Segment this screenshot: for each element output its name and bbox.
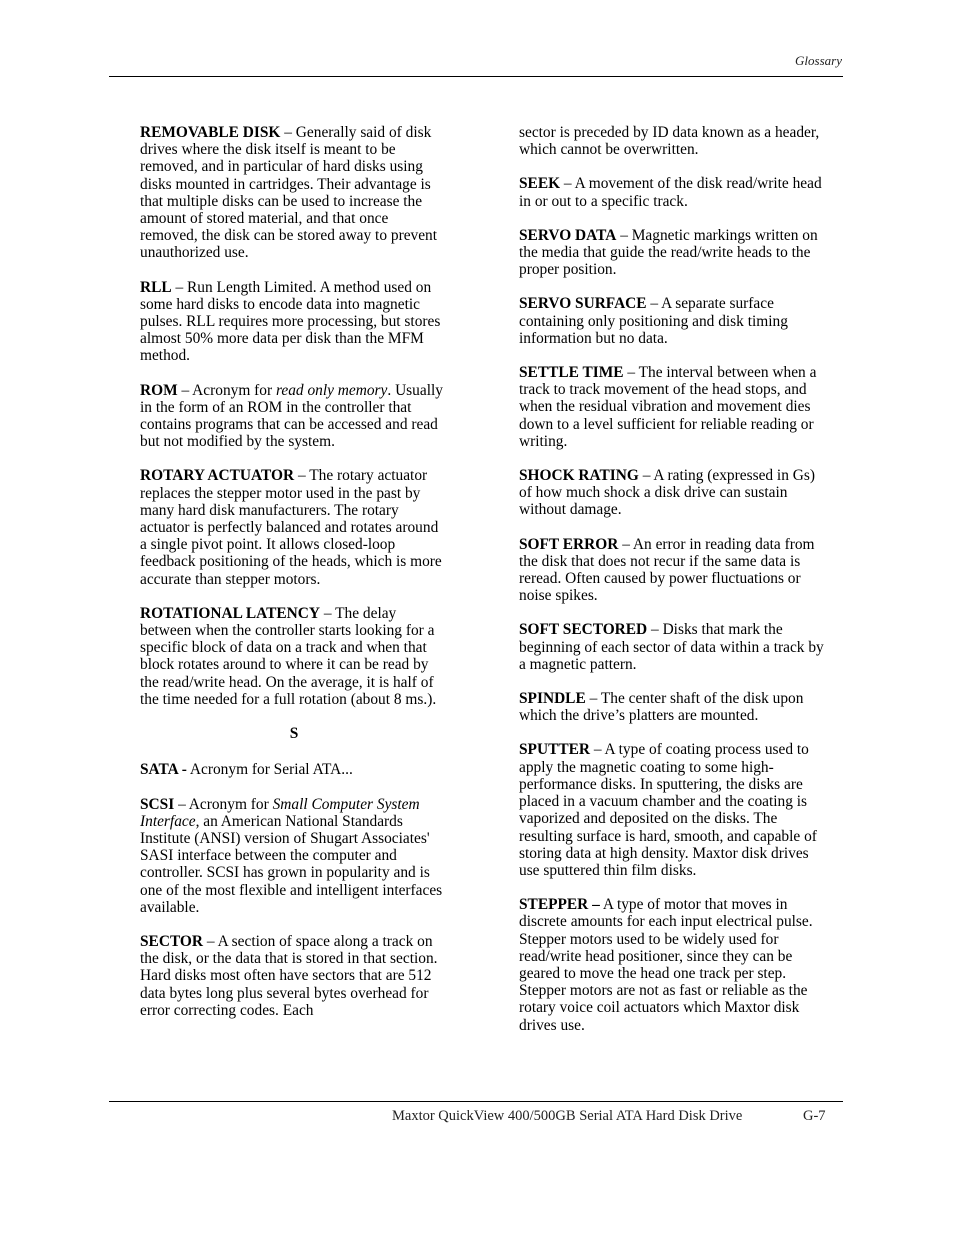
glossary-entry-servo-data: SERVO DATA – Magnetic markings written on the media that guide the read/write heads to the proper position. — [519, 226, 818, 279]
glossary-definition: A rating (expressed in Gs) of how much shock a disk drive can sustain without damage. — [519, 467, 815, 519]
glossary-continuation: sector is preceded by ID data known as a header, which cannot be overwritten. — [519, 124, 820, 159]
glossary-italic-phrase: Small Computer System Interface — [140, 795, 420, 830]
glossary-definition: Magnetic markings written on the media that guide the read/write heads to the proper position. — [519, 226, 818, 279]
footer-document-title: Maxtor QuickView 400/500GB Serial ATA Hard Disk Drive — [392, 1108, 743, 1124]
glossary-entry-rotary-actuator: ROTARY ACTUATOR – The rotary actuator replaces the stepper motor used in the past by many hard disk manufacturers. The rotary actuator is perfectly balanced and rotates around a single pivot point. It allows closed-loop feedback positioning of the heads, which is more accurate than stepper motors. — [140, 467, 442, 588]
header-rule — [109, 76, 843, 77]
glossary-definition: The rotary actuator replaces the stepper motor used in the past by many hard disk manufacturers. The rotary actuator is perfectly balanced and rotates around a single pivot point. It allows closed-loop feedback positioning of the heads, which is more accurate than stepper motors. — [140, 467, 442, 588]
glossary-entry-sector: SECTOR – A section of space along a track on the disk, or the data that is stored in that section. Hard disks most often have sectors that are 512 data bytes long plus several bytes overhead for error correcting codes. Each — [140, 932, 438, 1019]
glossary-entry-spindle: SPINDLE – The center shaft of the disk upon which the drive’s platters are mounted. — [519, 690, 804, 725]
glossary-definition: Acronym for Serial ATA... — [189, 761, 353, 779]
glossary-entry-rotational-latency: ROTATIONAL LATENCY – The delay between when the controller starts looking for a specific block of data on a track and when that block rotates around to where it can be read by the read/write head. On the average, it is half of the time needed for a full rotation (about 8 ms.). — [140, 604, 437, 708]
glossary-entry-seek: SEEK – A movement of the disk read/write head in or out to a specific track. — [519, 175, 822, 210]
glossary-definition: A type of motor that moves in discrete amounts for each input electrical pulse. Stepper motors used to be widely used for read/write head positioner, since they can be geared to move the head one track per step. Stepper motors are not as fast or reliable as the rotary voice coil actuators which Maxtor disk drives use. — [519, 896, 813, 1034]
glossary-term: SETTLE TIME — [519, 364, 624, 382]
glossary-definition: The delay between when the controller starts looking for a specific block of data on a track and when that block rotates around to where it can be read by the read/write head. On the average, it is half of the time needed for a full rotation (about 8 ms.). — [140, 604, 437, 708]
glossary-definition: A type of coating process used to apply the magnetic coating to some high-performance disks. In sputtering, the disks are placed in a vacuum chamber and the coating is vaporized and deposited on the disks. The resulting surface is hard, smooth, and capable of storing data at high density. Maxtor disk drives use sputtered thin film disks. — [519, 741, 817, 879]
left-column — [140, 124, 448, 1036]
glossary-entry-stepper — [519, 896, 827, 1034]
footer-rule — [109, 1101, 843, 1102]
glossary-term: REMOVABLE DISK — [140, 124, 281, 141]
footer-page-number: G-7 — [803, 1108, 826, 1124]
glossary-definition: A movement of the disk read/write head in or out to a specific track. — [519, 175, 822, 210]
glossary-entry-shock-rating: SHOCK RATING – A rating (expressed in Gs) of how much shock a disk drive can sustain without damage. — [519, 467, 815, 519]
glossary-term: SERVO DATA — [519, 226, 617, 244]
glossary-entry-servo-surface: SERVO SURFACE – A separate surface containing only positioning and disk timing information but no data. — [519, 295, 788, 347]
glossary-term: ROM — [140, 381, 178, 399]
glossary-term: SCSI — [140, 795, 175, 813]
glossary-definition: A separate surface containing only positioning and disk timing information but no data. — [519, 295, 788, 347]
glossary-definition: Generally said of disk drives where the disk itself is meant to be removed, and in particular of hard disks using disks mounted in cartridges. Their advantage is that multiple disks can be used to increase the amount of stored material, and that once removed, the disk can be stored away to prevent unauthorized use. — [140, 124, 438, 262]
glossary-term: SPINDLE — [519, 690, 586, 708]
glossary-term: STEPPER – — [519, 896, 600, 914]
glossary-entry-settle-time: SETTLE TIME – The interval between when a track to track movement of the head stops, and when the residual vibration and movement dies down to a level sufficient for reliable reading or writing. — [519, 364, 817, 450]
glossary-term: SOFT ERROR — [519, 535, 619, 553]
glossary-definition: A section of space along a track on the disk, or the data that is stored in that section. Hard disks most often have sectors that are 512 data bytes long plus several bytes overhead for error correcting codes. Each — [140, 932, 438, 1019]
glossary-term: SHOCK RATING — [519, 467, 639, 485]
glossary-definition: The center shaft of the disk upon which the drive’s platters are mounted. — [519, 690, 804, 725]
glossary-entry-sputter: SPUTTER – A type of coating process used to apply the magnetic coating to some high-performance disks. In sputtering, the disks are placed in a vacuum chamber and the coating is vaporized and deposited on the disks. The resulting surface is hard, smooth, and capable of storing data at high density. Maxtor disk drives use sputtered thin film disks. — [519, 741, 817, 879]
glossary-entry-soft-error: SOFT ERROR – An error in reading data from the disk that does not recur if the same data is reread. Often caused by power fluctuations or noise spikes. — [519, 535, 815, 605]
glossary-term: ROTARY ACTUATOR — [140, 467, 295, 485]
glossary-entry-sata — [140, 761, 448, 778]
glossary-term: SERVO SURFACE — [519, 295, 647, 313]
glossary-definition: The interval between when a track to track movement of the head stops, and when the residual vibration and movement dies down to a level sufficient for reliable reading or writing. — [519, 364, 817, 450]
glossary-entry-removable-disk: REMOVABLE DISK – Generally said of disk drives where the disk itself is meant to be removed, and in particular of hard disks using disks mounted in cartridges. Their advantage is that multiple disks can be used to increase the amount of stored material, and that once removed, the disk can be stored away to prevent unauthorized use. — [140, 124, 438, 262]
glossary-term: SATA - — [140, 761, 187, 779]
glossary-definition: Disks that mark the beginning of each sector of data within a track by a magnetic pattern. — [519, 621, 824, 673]
right-column — [519, 124, 827, 1051]
glossary-term: SEEK — [519, 175, 561, 193]
glossary-definition: Run Length Limited. A method used on some hard disks to encode data into magnetic pulses. RLL requires more processing, but stores almost 50% more data per disk than the MFM method. — [140, 278, 441, 365]
glossary-italic-phrase: read only memory — [275, 381, 388, 399]
glossary-term: RLL — [140, 278, 172, 296]
glossary-entry-scsi: SCSI – Acronym for Small Computer System Interface, an American National Standards Institute (ANSI) version of Shugart Associates' SASI interface between the computer and controller. SCSI has grown in popularity and is one of the most flexible and intelligent interfaces available. — [140, 795, 443, 916]
glossary-entry-soft-sectored: SOFT SECTORED – Disks that mark the beginning of each sector of data within a track by a magnetic pattern. — [519, 621, 824, 673]
glossary-definition: An error in reading data from the disk that does not recur if the same data is reread. Often caused by power fluctuations or noise spikes. — [519, 535, 815, 605]
glossary-term: SPUTTER — [519, 741, 590, 759]
header-section-title: Glossary — [795, 53, 842, 68]
glossary-term: SOFT SECTORED — [519, 621, 648, 639]
glossary-entry-rll: RLL – Run Length Limited. A method used on some hard disks to encode data into magnetic pulses. RLL requires more processing, but stores almost 50% more data per disk than the MFM method. — [140, 278, 441, 365]
section-letter-heading: S — [289, 725, 299, 743]
glossary-term: SECTOR — [140, 932, 204, 950]
glossary-entry-rom: ROM – Acronym for read only memory. Usually in the form of an ROM in the controller that contains programs that can be accessed and read but not modified by the system. — [140, 381, 443, 451]
glossary-term: ROTATIONAL LATENCY — [140, 604, 321, 622]
